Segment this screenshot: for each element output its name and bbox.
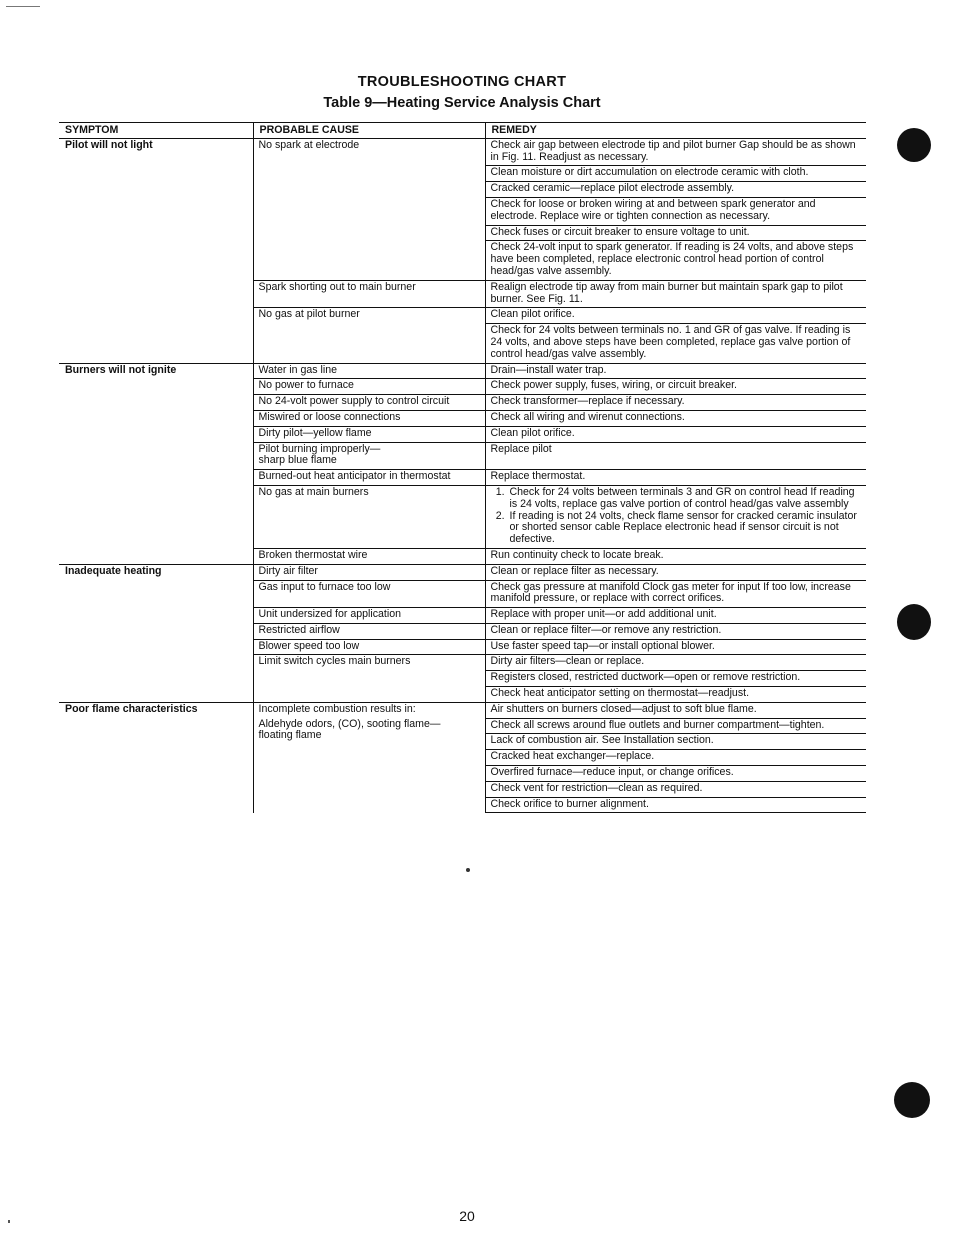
remedy-cell: Run continuity check to locate break. xyxy=(485,548,866,564)
heating-service-analysis-table xyxy=(59,122,866,813)
remedy-steps xyxy=(491,487,862,546)
cause-line: floating flame xyxy=(258,729,322,742)
symptom-poor-flame-characteristics: Poor flame characteristics xyxy=(65,702,198,715)
cause-blower-speed-too-low: Blower speed too low xyxy=(253,639,485,655)
chart-title: TROUBLESHOOTING CHART xyxy=(357,74,567,90)
remedy-cell: Use faster speed tap—or install optional blower. xyxy=(485,639,866,655)
remedy-cell: Check gas pressure at manifold Clock gas meter for input If too low, increase manifold pressure, or replace with correct orifices. xyxy=(485,580,866,608)
cause-gas-input-too-low: Gas input to furnace too low xyxy=(253,580,485,608)
symptom-burners-will-not-ignite: Burners will not ignite xyxy=(59,363,253,564)
remedy-cell: Check for loose or broken wiring at and between spark generator and electrode. Replace wire or tighten connection as necessary. xyxy=(485,197,866,225)
remedy-cell: Clean moisture or dirt accumulation on electrode ceramic with cloth. xyxy=(485,166,866,182)
remedy-cell: Check fuses or circuit breaker to ensure voltage to unit. xyxy=(485,225,866,241)
cause-line: Aldehyde odors, (CO), sooting flame— xyxy=(258,717,441,730)
remedy-cell: Clean pilot orifice. xyxy=(485,308,866,324)
remedy-cell: Dirty air filters—clean or replace. xyxy=(485,655,866,671)
cause-limit-switch-cycles: Limit switch cycles main burners xyxy=(253,655,485,702)
remedy-cell: Check power supply, fuses, wiring, or circuit breaker. xyxy=(485,379,866,395)
remedy-cell: Overfired furnace—reduce input, or change orifices. xyxy=(485,766,866,782)
remedy-cell: Check heat anticipator setting on thermostat—readjust. xyxy=(485,687,866,703)
remedy-cell: Check vent for restriction—clean as required. xyxy=(485,781,866,797)
table-row xyxy=(59,363,866,379)
remedy-step: 1. Check for 24 volts between terminals 3 and GR on control head If reading is 24 volts, replace gas valve portion of control head/gas valve assembly xyxy=(508,487,862,511)
remedy-cell: Lack of combustion air. See Installation section. xyxy=(485,734,866,750)
remedy-cell: Check all wiring and wirenut connections. xyxy=(485,410,866,426)
cause-line: Pilot burning improperly— xyxy=(258,442,381,455)
cause-no-gas-at-pilot: No gas at pilot burner xyxy=(253,308,485,363)
table-row xyxy=(59,564,866,580)
cause-dirty-air-filter: Dirty air filter xyxy=(253,564,485,580)
title-block xyxy=(0,72,924,114)
remedy-cell: Check air gap between electrode tip and pilot burner Gap should be as shown in Fig. 11. Readjust as necessary. xyxy=(485,138,866,166)
corner-mark xyxy=(6,6,40,7)
remedy-cell: Replace thermostat. xyxy=(485,470,866,486)
cause-incomplete-combustion xyxy=(253,702,485,813)
symptom-inadequate-heating: Inadequate heating xyxy=(59,564,253,702)
table-row xyxy=(59,138,866,166)
header-row xyxy=(59,123,866,139)
header-probable-cause: PROBABLE CAUSE xyxy=(253,123,485,139)
cause-water-in-gas-line: Water in gas line xyxy=(253,363,485,379)
symptom-pilot-will-not-light: Pilot will not light xyxy=(59,138,253,363)
remedy-cell: Replace with proper unit—or add additional unit. xyxy=(485,608,866,624)
remedy-cell: Check 24-volt input to spark generator. If reading is 24 volts, and above steps have been completed, replace electronic control head portion of control head/gas valve assembly. xyxy=(485,241,866,280)
cause-no-gas-at-main-burners: No gas at main burners xyxy=(253,485,485,548)
remedy-cell: Clean or replace filter—or remove any restriction. xyxy=(485,623,866,639)
cause-broken-thermostat-wire: Broken thermostat wire xyxy=(253,548,485,564)
binder-hole-mark xyxy=(897,604,931,640)
binder-hole-mark xyxy=(894,1082,930,1118)
page-number: 20 xyxy=(459,1208,475,1224)
remedy-cell: Check all screws around flue outlets and burner compartment—tighten. xyxy=(485,718,866,734)
remedy-cell: Drain—install water trap. xyxy=(485,363,866,379)
remedy-cell: Replace pilot xyxy=(485,442,866,470)
remedy-cell: Check for 24 volts between terminals no. 1 and GR of gas valve. If reading is 24 volts, and above steps have been completed, replace gas valve portion of control head/gas valve assembly. xyxy=(485,324,866,363)
remedy-cell: Check transformer—replace if necessary. xyxy=(485,395,866,411)
remedy-cell: Check orifice to burner alignment. xyxy=(485,797,866,813)
scan-speck xyxy=(466,868,470,872)
remedy-cell: Registers closed, restricted ductwork—open or remove restriction. xyxy=(485,671,866,687)
remedy-cell xyxy=(485,485,866,548)
remedy-cell: Clean pilot orifice. xyxy=(485,426,866,442)
cause-miswired: Miswired or loose connections xyxy=(253,410,485,426)
remedy-cell: Air shutters on burners closed—adjust to soft blue flame. xyxy=(485,702,866,718)
cause-line: sharp blue flame xyxy=(258,454,337,467)
cause-no-power: No power to furnace xyxy=(253,379,485,395)
binder-hole-mark xyxy=(897,128,931,162)
header-symptom: SYMPTOM xyxy=(59,123,253,139)
remedy-step: 2. If reading is not 24 volts, check flame sensor for cracked ceramic insulator or shorted sensor cable Replace electronic head if sensor circuit is not defective. xyxy=(508,511,862,546)
cause-no-spark: No spark at electrode xyxy=(253,138,485,280)
cause-pilot-burning-improperly xyxy=(253,442,485,470)
cause-no-24-volt: No 24-volt power supply to control circuit xyxy=(253,395,485,411)
cause-burned-out-anticipator: Burned-out heat anticipator in thermostat xyxy=(253,470,485,486)
cause-dirty-pilot: Dirty pilot—yellow flame xyxy=(253,426,485,442)
remedy-cell: Cracked heat exchanger—replace. xyxy=(485,750,866,766)
cause-unit-undersized: Unit undersized for application xyxy=(253,608,485,624)
cause-restricted-airflow: Restricted airflow xyxy=(253,623,485,639)
remedy-cell: Cracked ceramic—replace pilot electrode assembly. xyxy=(485,182,866,198)
cause-line: Incomplete combustion results in: xyxy=(258,702,416,715)
table-subtitle: Table 9—Heating Service Analysis Chart xyxy=(323,95,601,111)
remedy-cell: Clean or replace filter as necessary. xyxy=(485,564,866,580)
table-row xyxy=(59,702,866,718)
remedy-cell: Realign electrode tip away from main burner but maintain spark gap to pilot burner. See Fig. 11. xyxy=(485,280,866,308)
header-remedy: REMEDY xyxy=(485,123,866,139)
cause-spark-shorting: Spark shorting out to main burner xyxy=(253,280,485,308)
